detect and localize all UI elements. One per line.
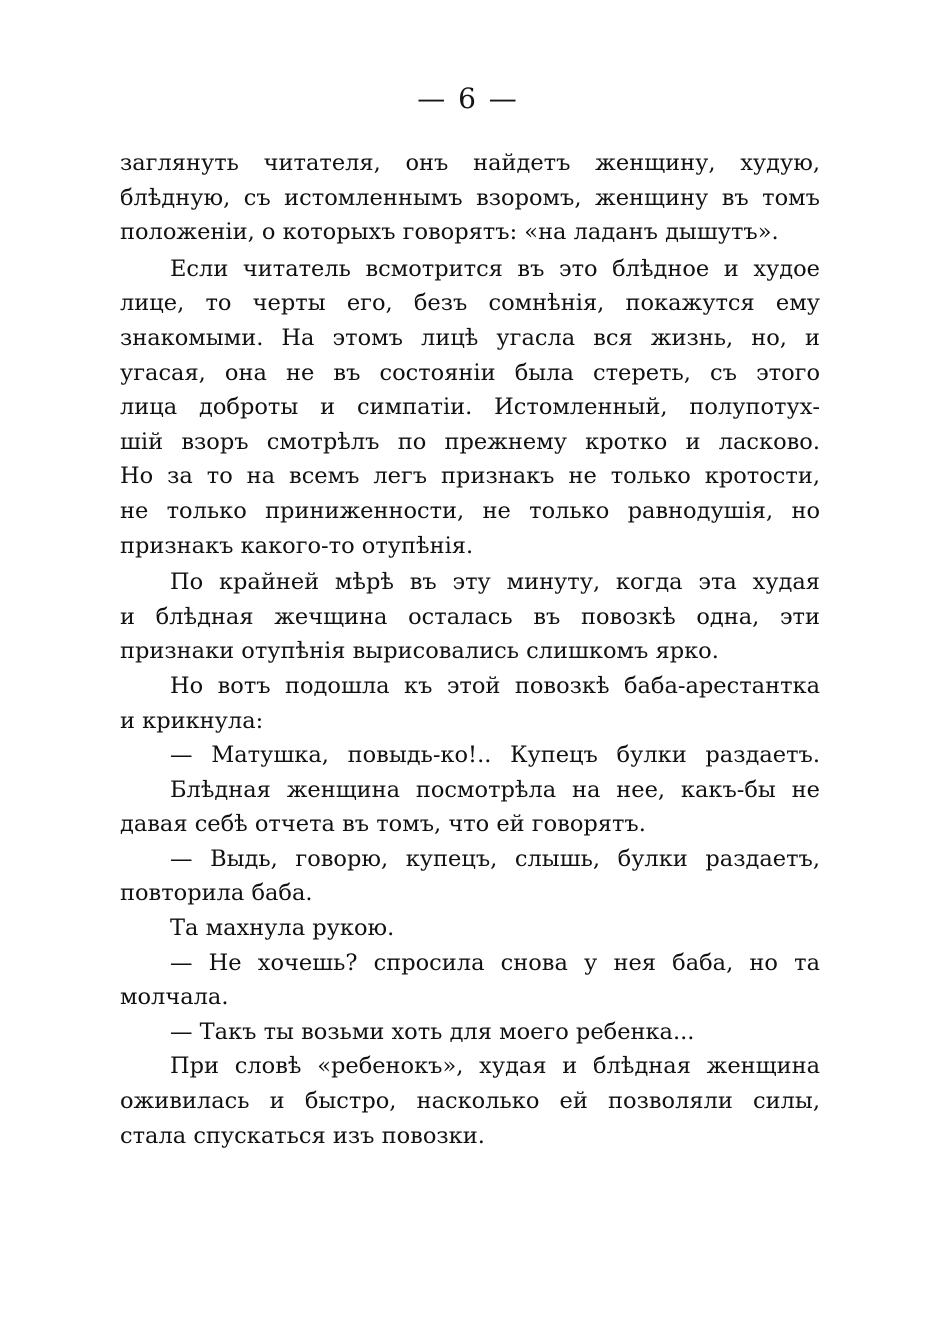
text-line: При словѣ «ребенокъ», худая и блѣдная женщина [170,1053,820,1080]
text-line: заглянуть читателя, онъ найдетъ женщину, худую, [120,150,820,176]
text-line: — Не хочешь? спросила снова у нея баба, но та [170,949,820,976]
text-line: блѣдную, съ истомленнымъ взоромъ, женщину въ томъ [120,184,820,211]
text-line: повторила баба. [120,880,313,907]
body-text [120,146,820,1153]
text-line: положеніи, о которыхъ говорятъ: «на ладанъ дышутъ». [120,219,779,246]
text-line: не только приниженности, не только равнодушія, но [120,497,820,524]
text-line: шій взоръ смотрѣлъ по прежнему кротко и ласково. [120,428,820,455]
text-line: Если читатель всмотрится въ это блѣдное и худое [170,255,820,282]
paragraph-4 [120,669,820,738]
text-line: признакъ какого-то отупѣнія. [120,532,474,559]
text-line: По крайней мѣрѣ въ эту минуту, когда эта худая [170,569,820,596]
text-line: Блѣдная женщина посмотрѣла на нее, какъ-бы не [170,776,820,803]
paragraph-10 [120,1015,820,1050]
paragraph-8 [120,911,820,946]
text-line: Но вотъ подошла къ этой повозкѣ баба-арестантка [170,672,820,699]
text-line: угасая, она не въ состояніи была стереть, съ этого [120,359,820,386]
text-line: Та махнула рукою. [170,915,395,942]
text-line: лица доброты и симпатіи. Истомленный, полупотух- [120,394,820,421]
text-line: Но за то на всемъ легъ признакъ не только кротости, [120,463,820,490]
text-line: — Выдь, говорю, купецъ, слышь, булки раздаетъ, [170,845,820,872]
paragraph-3 [120,565,820,669]
paragraph-9 [120,946,820,1015]
text-line: — Такъ ты возьми хоть для моего ребенка... [170,1018,695,1045]
paragraph-2 [120,252,820,563]
text-line: и крикнула: [120,707,264,734]
text-line: знакомыми. На этомъ лицѣ угасла вся жизнь, но, и [120,324,820,351]
text-line: и блѣдная жечщина осталась въ повозкѣ одна, эти [120,603,820,630]
text-line: признаки отупѣнія вырисовались слишкомъ ярко. [120,638,719,665]
paragraph-7 [120,842,820,911]
text-line: лице, то черты его, безъ сомнѣнія, покажутся ему [120,290,820,317]
text-line: давая себѣ отчета въ томъ, что ей говорятъ. [120,811,646,838]
text-line: — Матушка, повыдь-ко!.. Купецъ булки раздаетъ. [170,742,820,769]
text-line: оживилась и быстро, насколько ей позволяли силы, [120,1088,820,1115]
text-line: стала спускаться изъ повозки. [120,1122,485,1149]
page-number: — 6 — [417,82,519,115]
paragraph-6 [120,773,820,842]
paragraph-11 [120,1049,820,1153]
paragraph-1 [120,146,820,250]
text-line: молчала. [120,984,229,1011]
paragraph-5 [120,738,820,773]
